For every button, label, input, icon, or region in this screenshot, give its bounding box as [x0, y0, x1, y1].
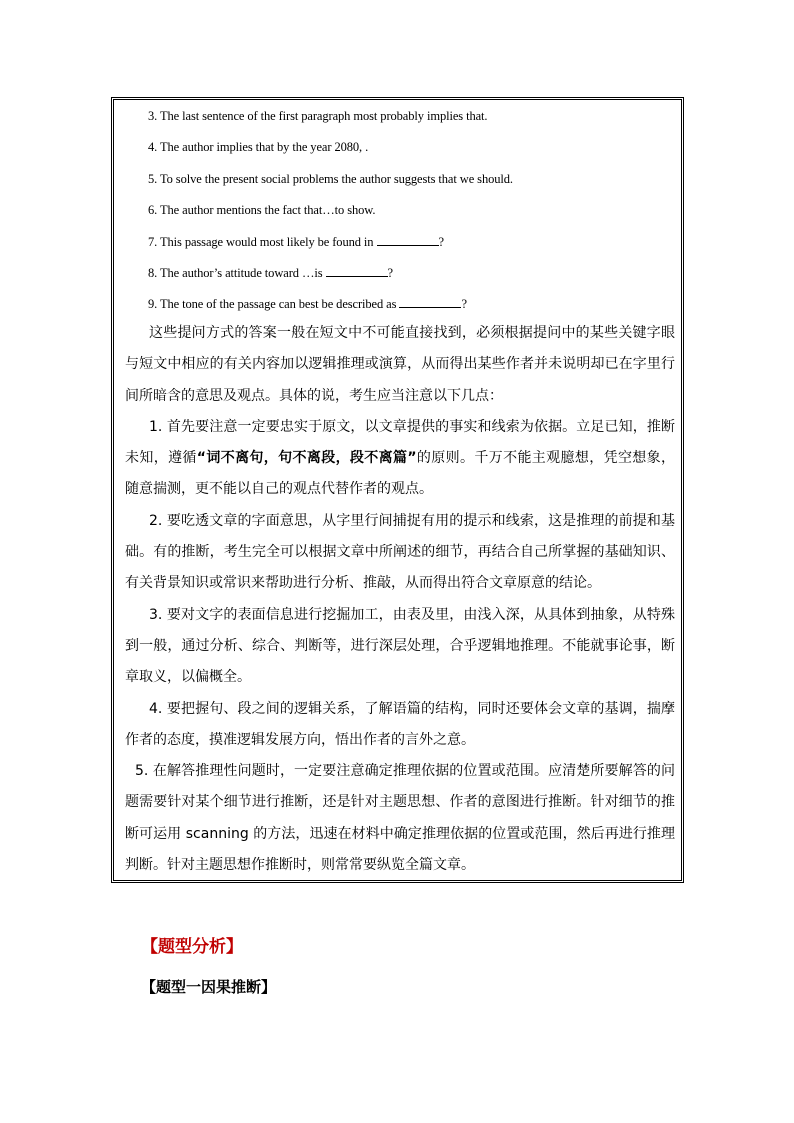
question-line: 4. The author implies that by the year 2080, . [148, 140, 369, 154]
point-2: 2. 要吃透文章的字面意思，从字里行间捕捉有用的提示和线索，这是推理的前提和基础。有的推断，考生完全可以根据文章中所阐述的细节，再结合自己所掌握的基础知识、有关背景知识或常识来帮助进行分析、推敲，从而得出符合文章原意的结论。 [125, 512, 675, 592]
question-line: 9. The tone of the passage can best be described as ? [148, 297, 467, 311]
question-line: 6. The author mentions the fact that…to show. [148, 203, 376, 217]
subsection-title: 【题型一因果推断】 [141, 978, 277, 996]
question-line: 5. To solve the present social problems the author suggests that we should. [148, 172, 513, 186]
point-4: 4. 要把握句、段之间的逻辑关系，了解语篇的结构，同时还要体会文章的基调，揣摩作者的态度，摸准逻辑发展方向，悟出作者的言外之意。 [125, 700, 675, 748]
intro-paragraph: 这些提问方式的答案一般在短文中不可能直接找到，必须根据提问中的某些关键字眼与短文中相应的有关内容加以逻辑推理或演算，从而得出某些作者并未说明却已在字里行间所暗含的意思及观点。具体的说，考生应当注意以下几点： [125, 325, 675, 404]
section-title: 【题型分析】 [141, 937, 243, 957]
question-line: 3. The last sentence of the first paragraph most probably implies that. [148, 109, 488, 123]
point-5: 5. 在解答推理性问题时，一定要注意确定推理依据的位置或范围。应清楚所要解答的问题需要针对某个细节进行推断，还是针对主题思想、作者的意图进行推断。针对细节的推断可运用 scanning 的方法，迅速在材料中确定推理依据的位置或范围，然后再进行推理判断。针对主题思想作推断时，则常常要纵览全篇文章。 [125, 763, 675, 874]
body-text [125, 318, 675, 881]
answer-blank [326, 264, 388, 277]
point-3: 3. 要对文字的表面信息进行挖掘加工，由表及里，由浅入深，从具体到抽象，从特殊到一般，通过分析、综合、判断等，进行深层处理，合乎逻辑地推理。不能就事论事，断章取义，以偏概全。 [125, 606, 675, 686]
answer-blank [377, 233, 439, 246]
question-line: 8. The author’s attitude toward …is ? [148, 266, 393, 280]
point-1: 1. 首先要注意一定要忠实于原文，以文章提供的事实和线索为依据。立足已知，推断未知，遵循“词不离句，句不离段，段不离篇”的原则。千万不能主观臆想，凭空想象，随意揣测，更不能以自己的观点代替作者的观点。 [125, 418, 676, 498]
answer-blank [399, 295, 461, 308]
question-line: 7. This passage would most likely be found in ? [148, 235, 444, 249]
